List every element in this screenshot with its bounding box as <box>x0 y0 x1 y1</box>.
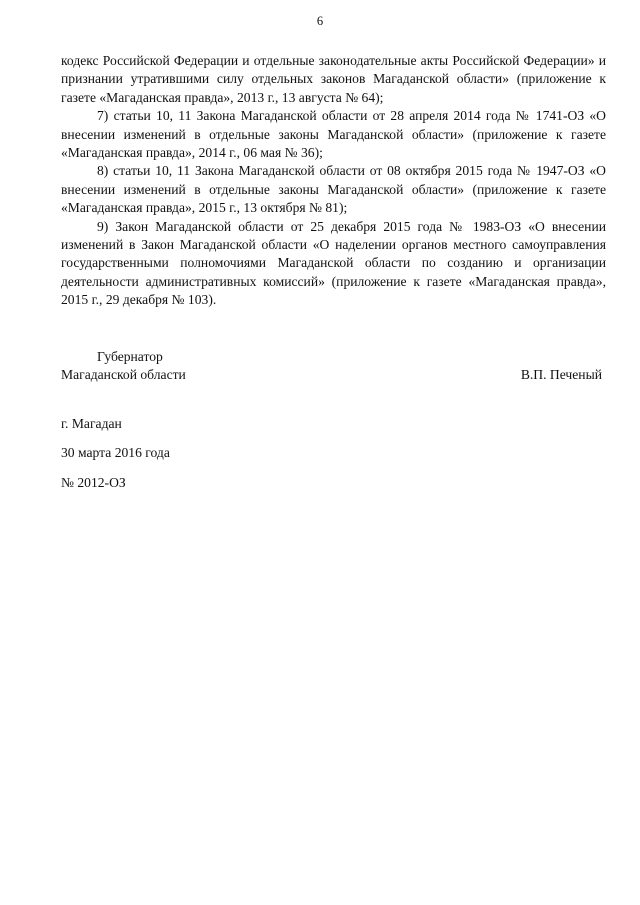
document-body <box>61 52 606 310</box>
law-number: № 2012-ОЗ <box>61 475 126 490</box>
page-number: 6 <box>316 14 324 28</box>
signatory-title-line1: Губернатор <box>97 349 163 364</box>
place-of-signing: г. Магадан <box>61 416 122 431</box>
signing-date: 30 марта 2016 года <box>61 445 170 460</box>
signatory-title-line2: Магаданской области <box>61 367 186 383</box>
paragraph-item-7: 7) статьи 10, 11 Закона Магаданской области от 28 апреля 2014 года № 1741-ОЗ «О внесении изменений в отдельные законы Магаданской области» (приложение к газете «Магаданская правда», 2014 г., 06 мая № 36); <box>61 108 606 161</box>
signature-block <box>61 348 606 385</box>
paragraph-item-8: 8) статьи 10, 11 Закона Магаданской области от 08 октября 2015 года № 1947-ОЗ «О внесении изменений в отдельные законы Магаданской области» (приложение к газете «Магаданская правда», 2015 г., 13 октября № 81); <box>61 163 606 216</box>
signatory-name: В.П. Печеный <box>520 367 602 383</box>
paragraph-continuation: кодекс Российской Федерации и отдельные законодательные акты Российской Федерации» и признании утратившими силу отдельных законов Магаданской области» (приложение к газете «Магаданская правда», 2013 г., 13 августа № 64); <box>61 53 606 105</box>
paragraph-item-9: 9) Закон Магаданской области от 25 декабря 2015 года № 1983-ОЗ «О внесении изменений в Закон Магаданской области «О наделении органов местного самоуправления государственными полномочиями Магаданской области по созданию и организации деятельности административных комиссий» (приложение к газете «Магаданская правда», 2015 г., 29 декабря № 103). <box>61 218 606 308</box>
signature-row <box>61 366 606 384</box>
